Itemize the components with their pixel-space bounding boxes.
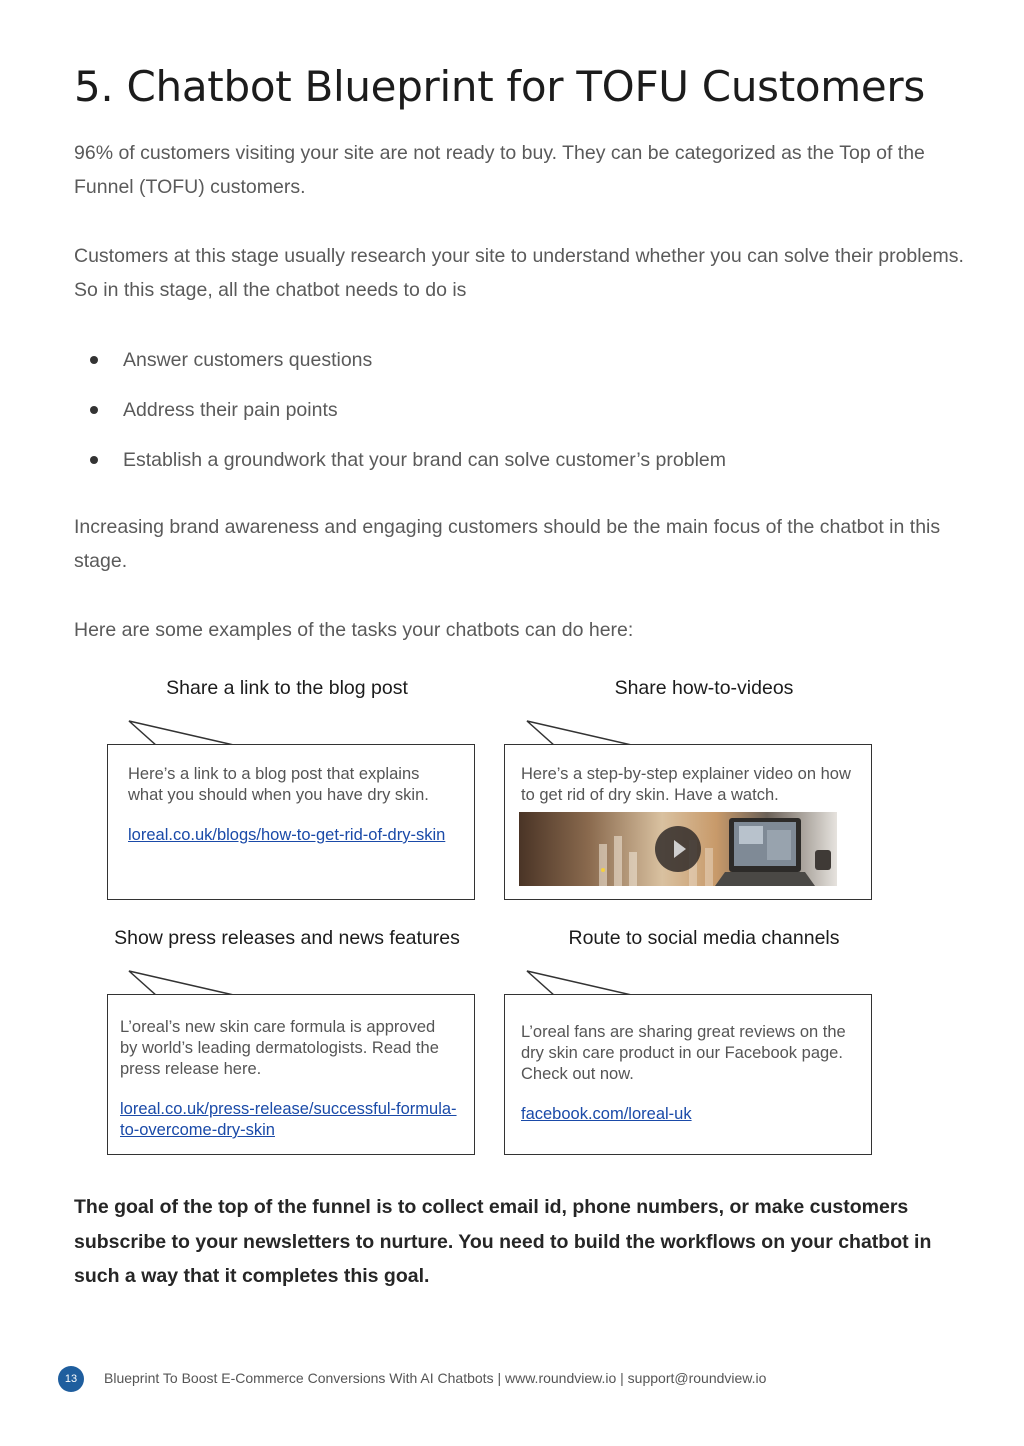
example-title-blog: Share a link to the blog post bbox=[166, 677, 408, 699]
stage-paragraph: Customers at this stage usually research your site to understand whether you can solve their problems. So in this stage, all the chatbot needs to do is bbox=[74, 245, 964, 301]
bullet-dot-icon bbox=[90, 356, 98, 364]
bubble-message: L’oreal’s new skin care formula is approved by world’s leading dermatologists. Read the press release here. bbox=[120, 1018, 439, 1078]
bullet-item bbox=[74, 392, 726, 442]
footer-text: Blueprint To Boost E-Commerce Conversions With AI Chatbots | www.roundview.io | support@roundview.io bbox=[104, 1370, 767, 1386]
page-number-badge: 13 bbox=[58, 1366, 84, 1392]
chat-bubble-social bbox=[504, 994, 872, 1155]
focus-paragraph: Increasing brand awareness and engaging customers should be the main focus of the chatbot in this stage. bbox=[74, 516, 941, 572]
press-release-link[interactable]: loreal.co.uk/press-release/successful-formula-to-overcome-dry-skin bbox=[120, 1100, 457, 1139]
bullet-text: Answer customers questions bbox=[123, 349, 373, 371]
example-title-social: Route to social media channels bbox=[568, 927, 840, 949]
bubble-message: Here’s a step-by-step explainer video on how to get rid of dry skin. Have a watch. bbox=[521, 765, 851, 804]
video-thumbnail[interactable] bbox=[519, 812, 837, 886]
chat-bubble-blog bbox=[107, 744, 475, 900]
chat-bubble-video bbox=[504, 744, 872, 900]
bubble-message: L’oreal fans are sharing great reviews on the dry skin care product in our Facebook page. Check out now. bbox=[521, 1023, 846, 1083]
page-title: 5. Chatbot Blueprint for TOFU Customers bbox=[74, 62, 925, 111]
bullet-item bbox=[74, 342, 726, 392]
task-bullet-list bbox=[74, 342, 726, 492]
bullet-text: Establish a groundwork that your brand can solve customer’s problem bbox=[123, 449, 727, 471]
bubble-message: Here’s a link to a blog post that explains what you should when you have dry skin. bbox=[128, 765, 429, 804]
blog-post-link[interactable]: loreal.co.uk/blogs/how-to-get-rid-of-dry-skin bbox=[128, 826, 446, 844]
goal-paragraph: The goal of the top of the funnel is to collect email id, phone numbers, or make customers subscribe to your newsletters to nurture. You need to build the workflows on your chatbot in such a way that it completes this goal. bbox=[74, 1196, 932, 1287]
bullet-text: Address their pain points bbox=[123, 399, 338, 421]
chat-bubble-press bbox=[107, 994, 475, 1155]
bullet-dot-icon bbox=[90, 406, 98, 414]
page-footer bbox=[58, 1366, 958, 1394]
bullet-dot-icon bbox=[90, 456, 98, 464]
example-title-video: Share how-to-videos bbox=[614, 677, 794, 699]
facebook-link[interactable]: facebook.com/loreal-uk bbox=[521, 1105, 692, 1123]
intro-paragraph: 96% of customers visiting your site are not ready to buy. They can be categorized as the Top of the Funnel (TOFU) customers. bbox=[74, 142, 925, 198]
example-title-press: Show press releases and news features bbox=[114, 927, 460, 949]
bullet-item bbox=[74, 442, 726, 492]
play-icon[interactable] bbox=[655, 826, 701, 872]
examples-intro: Here are some examples of the tasks your chatbots can do here: bbox=[74, 619, 634, 641]
